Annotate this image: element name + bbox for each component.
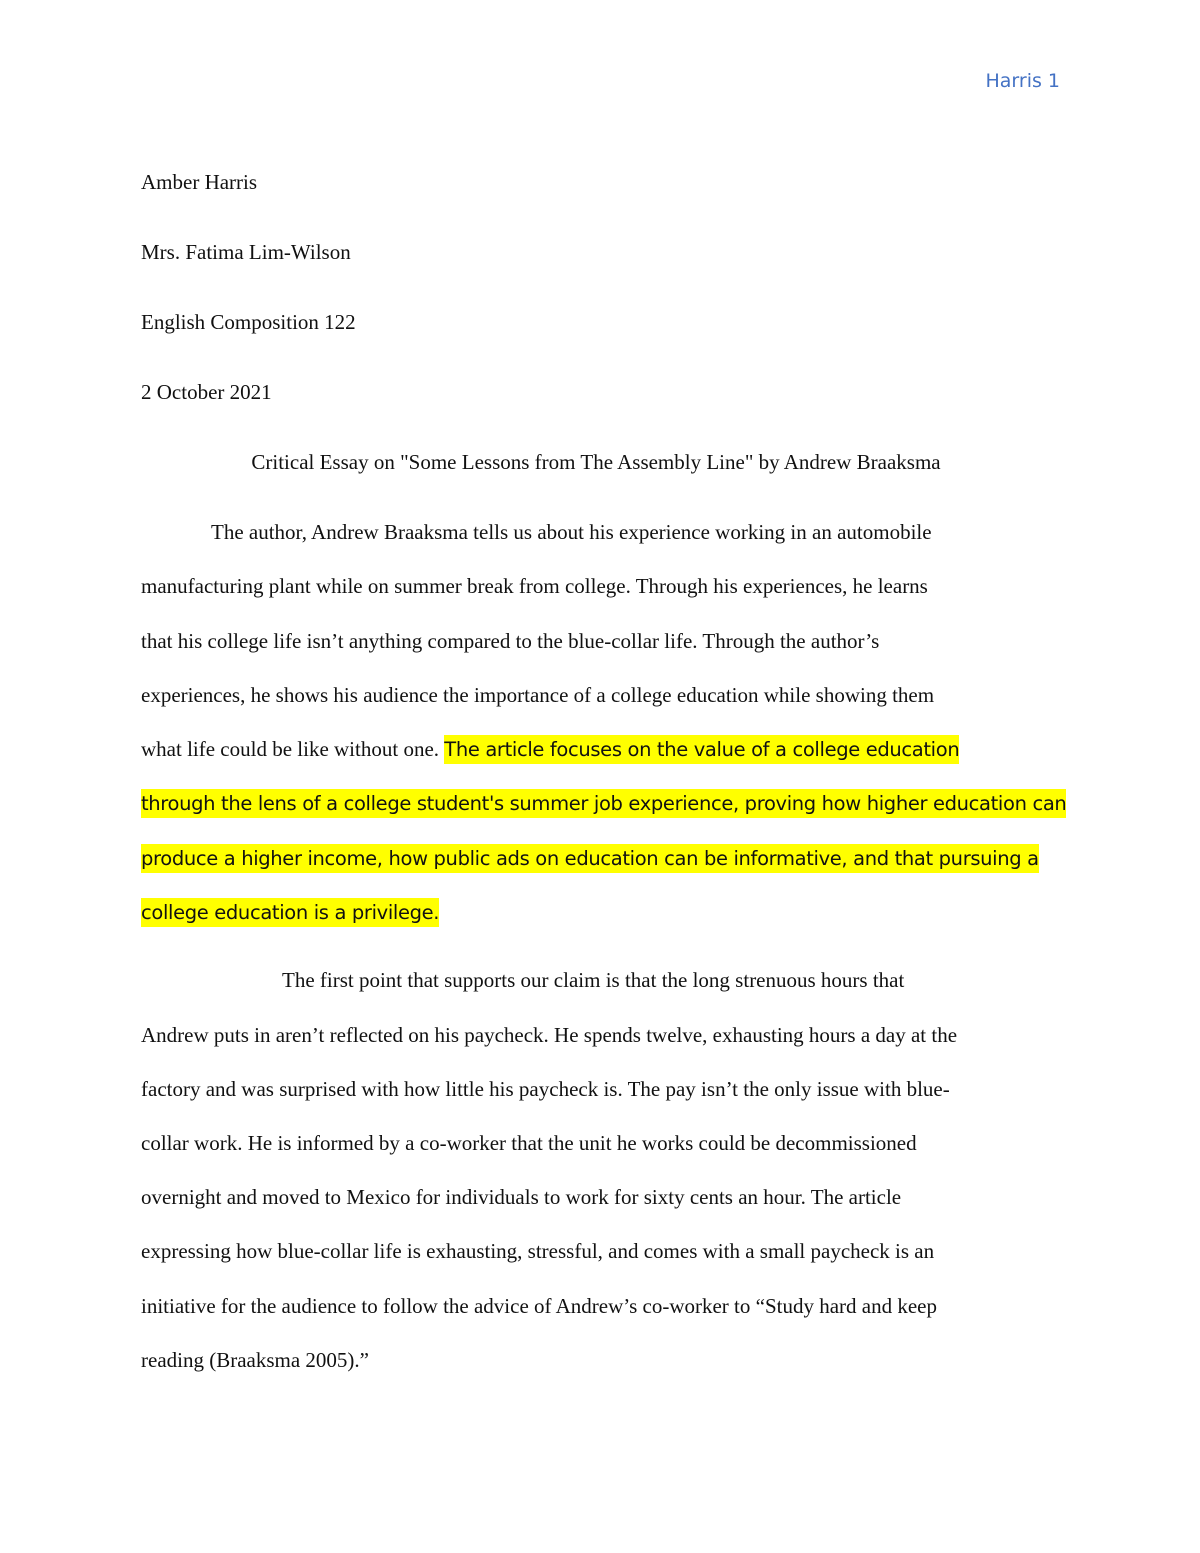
- line-text: overnight and moved to Mexico for individuals to work for sixty cents an hour. The article: [141, 1185, 902, 1210]
- paragraph-1-line: [141, 838, 1061, 892]
- essay-body: [141, 162, 1067, 1394]
- line-text: factory and was surprised with how little his paycheck is. The pay isn’t the only issue with blue-: [141, 1076, 950, 1101]
- highlighted-thesis: The article focuses on the value of a college education: [444, 735, 959, 764]
- paragraph-1: [141, 512, 1067, 946]
- paragraph-2-line: [141, 1069, 1061, 1123]
- line-text: reading (Braaksma 2005).”: [141, 1347, 369, 1372]
- paragraph-1-line: [141, 621, 1061, 675]
- paragraph-2-line: [141, 1015, 1061, 1069]
- line-text: expressing how blue-collar life is exhausting, stressful, and comes with a small paycheck is an: [141, 1239, 935, 1264]
- line-text: manufacturing plant while on summer break from college. Through his experiences, he learns: [141, 574, 928, 599]
- paragraph-2-line: [141, 1286, 1061, 1340]
- line-text: initiative for the audience to follow the advice of Andrew’s co-worker to “Study hard and keep: [141, 1293, 937, 1318]
- highlighted-thesis: college education is a privilege.: [141, 898, 439, 927]
- line-text: The author, Andrew Braaksma tells us about his experience working in an automobile: [211, 520, 932, 544]
- line-text: experiences, he shows his audience the importance of a college education while showing them: [141, 682, 935, 707]
- highlighted-thesis: produce a higher income, how public ads on education can be informative, and that pursuing a: [141, 844, 1039, 873]
- paragraph-1-line: [141, 783, 1067, 837]
- instructor-name: Mrs. Fatima Lim-Wilson: [141, 240, 351, 264]
- line-text: collar work. He is informed by a co-worker that the unit he works could be decommissioned: [141, 1130, 917, 1155]
- paragraph-1-line: [141, 892, 1061, 946]
- paragraph-2-line: [141, 1177, 1061, 1231]
- paragraph-2-line: [141, 1340, 1061, 1394]
- paragraph-2: [141, 960, 1061, 1394]
- paragraph-2-line: [141, 960, 1061, 1014]
- paragraph-1-line: [141, 566, 1061, 620]
- running-head: Harris 1: [985, 70, 1060, 92]
- paragraph-1-line: [141, 729, 1061, 783]
- paragraph-2-line: [141, 1123, 1061, 1177]
- line-text: Andrew puts in aren’t reflected on his paycheck. He spends twelve, exhausting hours a day at the: [141, 1022, 958, 1047]
- line-text: The first point that supports our claim is that the long strenuous hours that: [282, 968, 905, 993]
- paragraph-2-line: [141, 1231, 1061, 1285]
- paragraph-1-line: [141, 675, 1061, 729]
- essay-date: 2 October 2021: [141, 380, 272, 404]
- line-text: that his college life isn’t anything compared to the blue-collar life. Through the author’s: [141, 628, 880, 653]
- student-name: Amber Harris: [141, 170, 258, 194]
- line-text: what life could be like without one.: [141, 737, 445, 762]
- course-name: English Composition 122: [141, 310, 356, 334]
- paragraph-1-line: [141, 512, 1061, 566]
- essay-title: Critical Essay on "Some Lessons from The Assembly Line" by Andrew Braaksma: [251, 450, 941, 474]
- paragraph-gap: [141, 946, 1061, 960]
- highlighted-thesis: through the lens of a college student's summer job experience, proving how higher education can: [141, 789, 1066, 818]
